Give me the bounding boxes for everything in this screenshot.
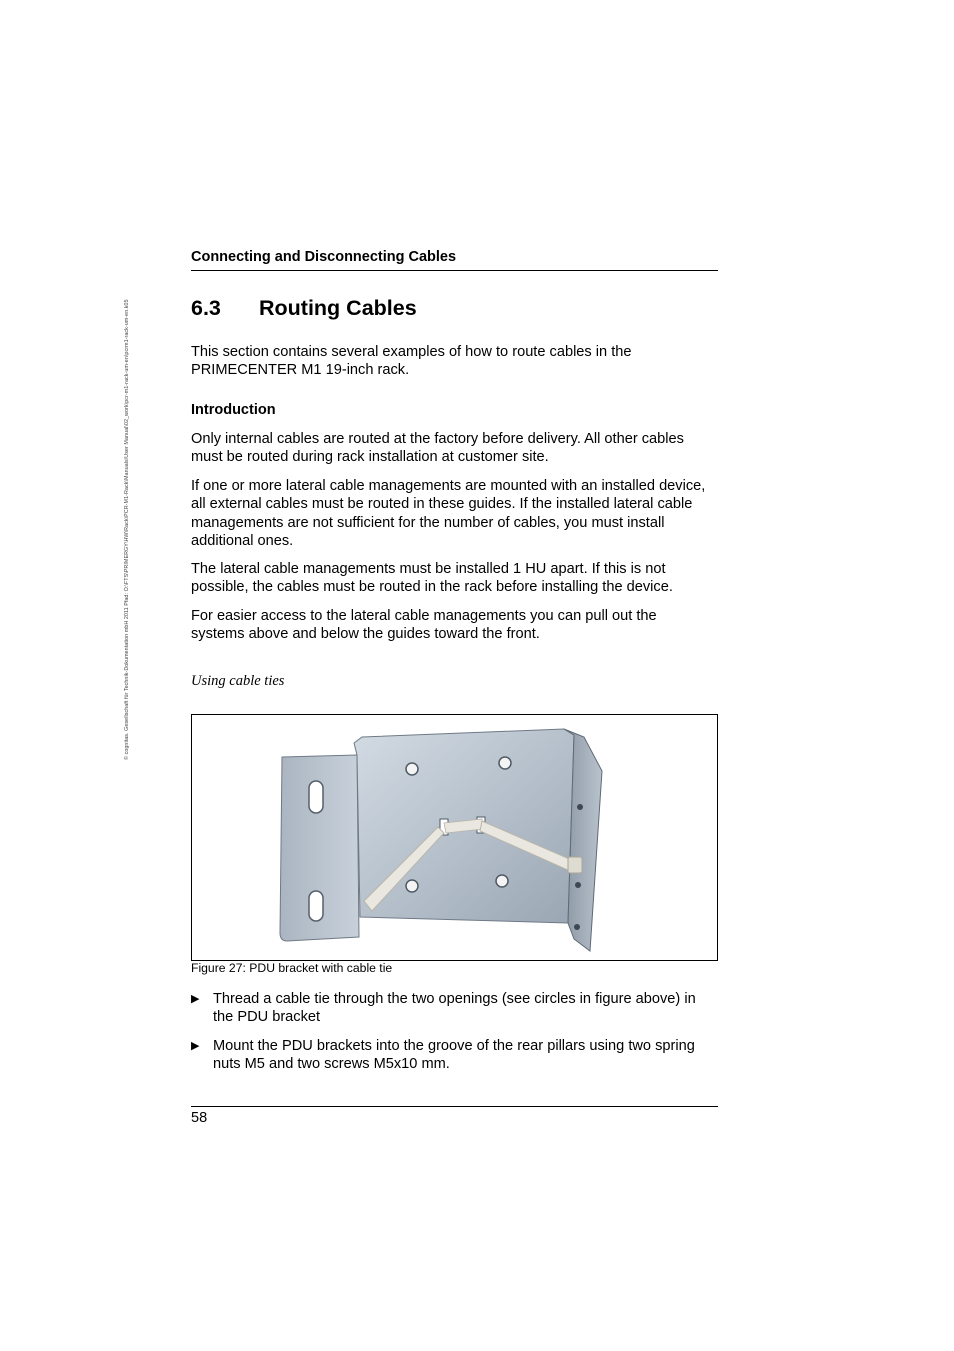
paragraph-2 [191, 477, 721, 551]
screw-hole [499, 757, 511, 769]
header-rule [191, 270, 718, 271]
section-number: 6.3 [191, 296, 221, 320]
paragraph-line: additional ones. [191, 533, 294, 550]
bullet-arrow-icon: ▶ [191, 1040, 200, 1052]
bullet-text [213, 1037, 721, 1074]
intro-line-1: This section contains several examples of how to route cables in the [191, 344, 632, 360]
slot-hole-upper [309, 781, 323, 813]
bullet-line: Thread a cable tie through the two openings (see circles in figure above) in [213, 991, 696, 1007]
figure-frame [191, 714, 718, 961]
bullet-line: nuts M5 and two screws M5x10 mm. [213, 1056, 450, 1073]
screw-hole [496, 875, 508, 887]
pdu-bracket-illustration [192, 715, 717, 960]
paragraph-line: If one or more lateral cable managements are mounted with an installed device, [191, 478, 706, 494]
paragraph-line: managements are not sufficient for the number of cables, you must install [191, 514, 665, 531]
side-hole [574, 924, 580, 930]
paragraph-4 [191, 607, 721, 644]
slot-hole-lower [309, 891, 323, 921]
paragraph-line: possible, the cables must be routed in the rack before installing the device. [191, 579, 673, 596]
bullet-line: the PDU bracket [213, 1009, 321, 1026]
figure-caption: Figure 27: PDU bracket with cable tie [191, 961, 393, 975]
side-hole [575, 882, 581, 888]
paragraph-line: The lateral cable managements must be installed 1 HU apart. If this is not [191, 561, 666, 577]
paragraph-1 [191, 430, 721, 467]
paragraph-3 [191, 560, 721, 597]
subheading-introduction: Introduction [191, 402, 276, 418]
intro-line-2: PRIMECENTER M1 19-inch rack. [191, 362, 410, 379]
paragraph-line: systems above and below the guides toward the front. [191, 626, 540, 643]
footer-rule [191, 1106, 718, 1107]
paragraph-line: all external cables must be routed in these guides. If the installed lateral cable [191, 496, 693, 513]
bullet-line: Mount the PDU brackets into the groove of the rear pillars using two spring [213, 1038, 695, 1054]
section-title [191, 296, 417, 321]
italic-caption: Using cable ties [191, 673, 285, 689]
side-margin-note: © cognitas. Gesellschaft für Technik-Dokumentation mbH 2011 Pfad: O:\FTS\PRIMERGY\HW\Rack\PCR-M1-Rack\Manuals\User Manual\02_work\pcr-m1-rack-um-en\pcrm1-rack-um-en.k05 [124, 299, 130, 760]
intro-paragraph [191, 343, 721, 380]
screw-hole [406, 880, 418, 892]
running-head: Connecting and Disconnecting Cables [191, 249, 457, 265]
cable-tie-head [568, 857, 582, 873]
bullet-arrow-icon: ▶ [191, 993, 200, 1005]
paragraph-line: Only internal cables are routed at the factory before delivery. All other cables [191, 431, 684, 447]
paragraph-line: must be routed during rack installation at customer site. [191, 449, 549, 466]
side-hole [577, 804, 583, 810]
section-title-text: Routing Cables [259, 296, 417, 320]
page-number: 58 [191, 1110, 208, 1126]
bullet-text [213, 990, 721, 1027]
paragraph-line: For easier access to the lateral cable managements you can pull out the [191, 608, 657, 624]
screw-hole [406, 763, 418, 775]
